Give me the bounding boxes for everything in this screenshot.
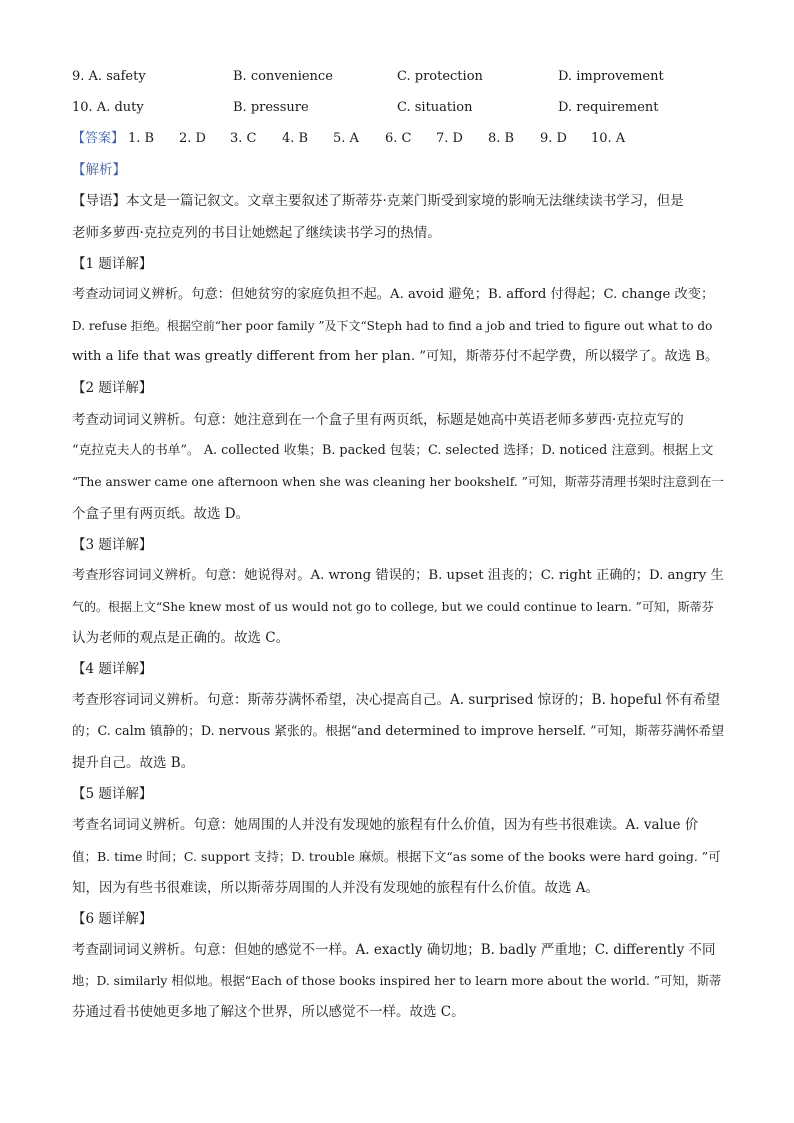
section-6-heading: 【6 题详解】 [72, 911, 153, 927]
option-9-c: C. protection [397, 69, 483, 84]
section-1-line-3: with a life that was greatly different from her plan. ”可知，斯蒂芬付不起学费，所以辍学了。故选 B。 [72, 349, 719, 364]
section-5-line-3: 知，因为有些书很难读，所以斯蒂芬周围的人并没有发现她的旅程有什么价值。故选 A。 [72, 880, 600, 896]
section-2-line-1: 考查动词词义辨析。句意：她注意到在一个盒子里有两页纸，标题是她高中英语老师多萝西·克拉克写的 [72, 412, 684, 428]
option-9-b: B. convenience [233, 69, 333, 84]
section-2-line-4: 个盒子里有两页纸。故选 D。 [72, 506, 250, 522]
answer-1: 1. B [128, 131, 155, 146]
option-9-d: D. improvement [558, 69, 664, 84]
option-10-d: D. requirement [558, 100, 659, 115]
answer-label: 【答案】 [72, 131, 125, 146]
section-4-line-2: 的；C. calm 镇静的；D. nervous 紧张的。根据“and determined to improve herself. ”可知，斯蒂芬满怀希望 [72, 724, 725, 739]
answer-6: 6. C [385, 131, 412, 146]
section-2-line-2: “克拉克夫人的书单”。 A. collected 收集；B. packed 包装；C. selected 选择；D. noticed 注意到。根据上文 [72, 443, 714, 458]
section-4-line-1: 考查形容词词义辨析。句意：斯蒂芬满怀希望，决心提高自己。A. surprised 惊讶的；B. hopeful 怀有希望 [72, 692, 720, 708]
answer-2: 2. D [179, 131, 206, 146]
intro-line-2: 老师多萝西·克拉克列的书目让她燃起了继续读书学习的热情。 [72, 225, 441, 241]
option-10-c: C. situation [397, 100, 473, 115]
option-9-a: 9. A. safety [72, 69, 146, 84]
section-6-line-3: 芬通过看书使她更多地了解这个世界，所以感觉不一样。故选 C。 [72, 1004, 465, 1020]
analysis-label: 【解析】 [72, 162, 126, 178]
answer-5: 5. A [333, 131, 359, 146]
intro-label: 【导语】 [72, 193, 126, 209]
section-3-line-2: 气的。根据上文“She knew most of us would not go to college, but we could continue to learn. ”可知，斯蒂芬 [72, 600, 714, 614]
section-6-line-2: 地；D. similarly 相似地。根据“Each of those books inspired her to learn more about the world. ”可知，斯蒂 [72, 974, 722, 988]
section-3-line-3: 认为老师的观点是正确的。故选 C。 [72, 630, 290, 646]
section-1-line-2: D. refuse 拒绝。根据空前“her poor family ”及下文“Steph had to find a job and tried to figure out what to do [72, 319, 713, 333]
section-3-line-1: 考查形容词词义辨析。句意：她说得对。A. wrong 错误的；B. upset 沮丧的；C. right 正确的；D. angry 生 [72, 568, 724, 583]
section-4-heading: 【4 题详解】 [72, 661, 153, 677]
section-2-line-3: “The answer came one afternoon when she was cleaning her bookshelf. ”可知，斯蒂芬清理书架时注意到在一 [72, 475, 724, 489]
intro-line-1 [72, 193, 684, 209]
section-5-heading: 【5 题详解】 [72, 786, 153, 802]
section-1-heading: 【1 题详解】 [72, 256, 153, 272]
section-6-line-1: 考查副词词义辨析。句意：但她的感觉不一样。A. exactly 确切地；B. badly 严重地；C. differently 不同 [72, 942, 716, 958]
section-2-heading: 【2 题详解】 [72, 380, 153, 396]
answer-4: 4. B [282, 131, 309, 146]
answer-9: 9. D [540, 131, 567, 146]
section-5-line-1: 考查名词词义辨析。句意：她周围的人并没有发现她的旅程有什么价值，因为有些书很难读。A. value 价 [72, 817, 699, 833]
answer-8: 8. B [488, 131, 515, 146]
option-10-b: B. pressure [233, 100, 309, 115]
section-5-line-2: 值；B. time 时间；C. support 支持；D. trouble 麻烦。根据下文“as some of the books were hard going. ”可 [72, 849, 721, 864]
intro-text-1: 本文是一篇记叙文。文章主要叙述了斯蒂芬·克莱门斯受到家境的影响无法继续读书学习，但是 [126, 193, 684, 209]
answer-3: 3. C [230, 131, 257, 146]
section-4-line-3: 提升自己。故选 B。 [72, 755, 195, 771]
answer-10: 10. A [591, 131, 626, 146]
option-10-a: 10. A. duty [72, 100, 144, 115]
answer-7: 7. D [436, 131, 463, 146]
section-1-line-1: 考查动词词义辨析。句意：但她贫穷的家庭负担不起。A. avoid 避免；B. afford 付得起；C. change 改变； [72, 287, 715, 302]
section-3-heading: 【3 题详解】 [72, 537, 153, 553]
